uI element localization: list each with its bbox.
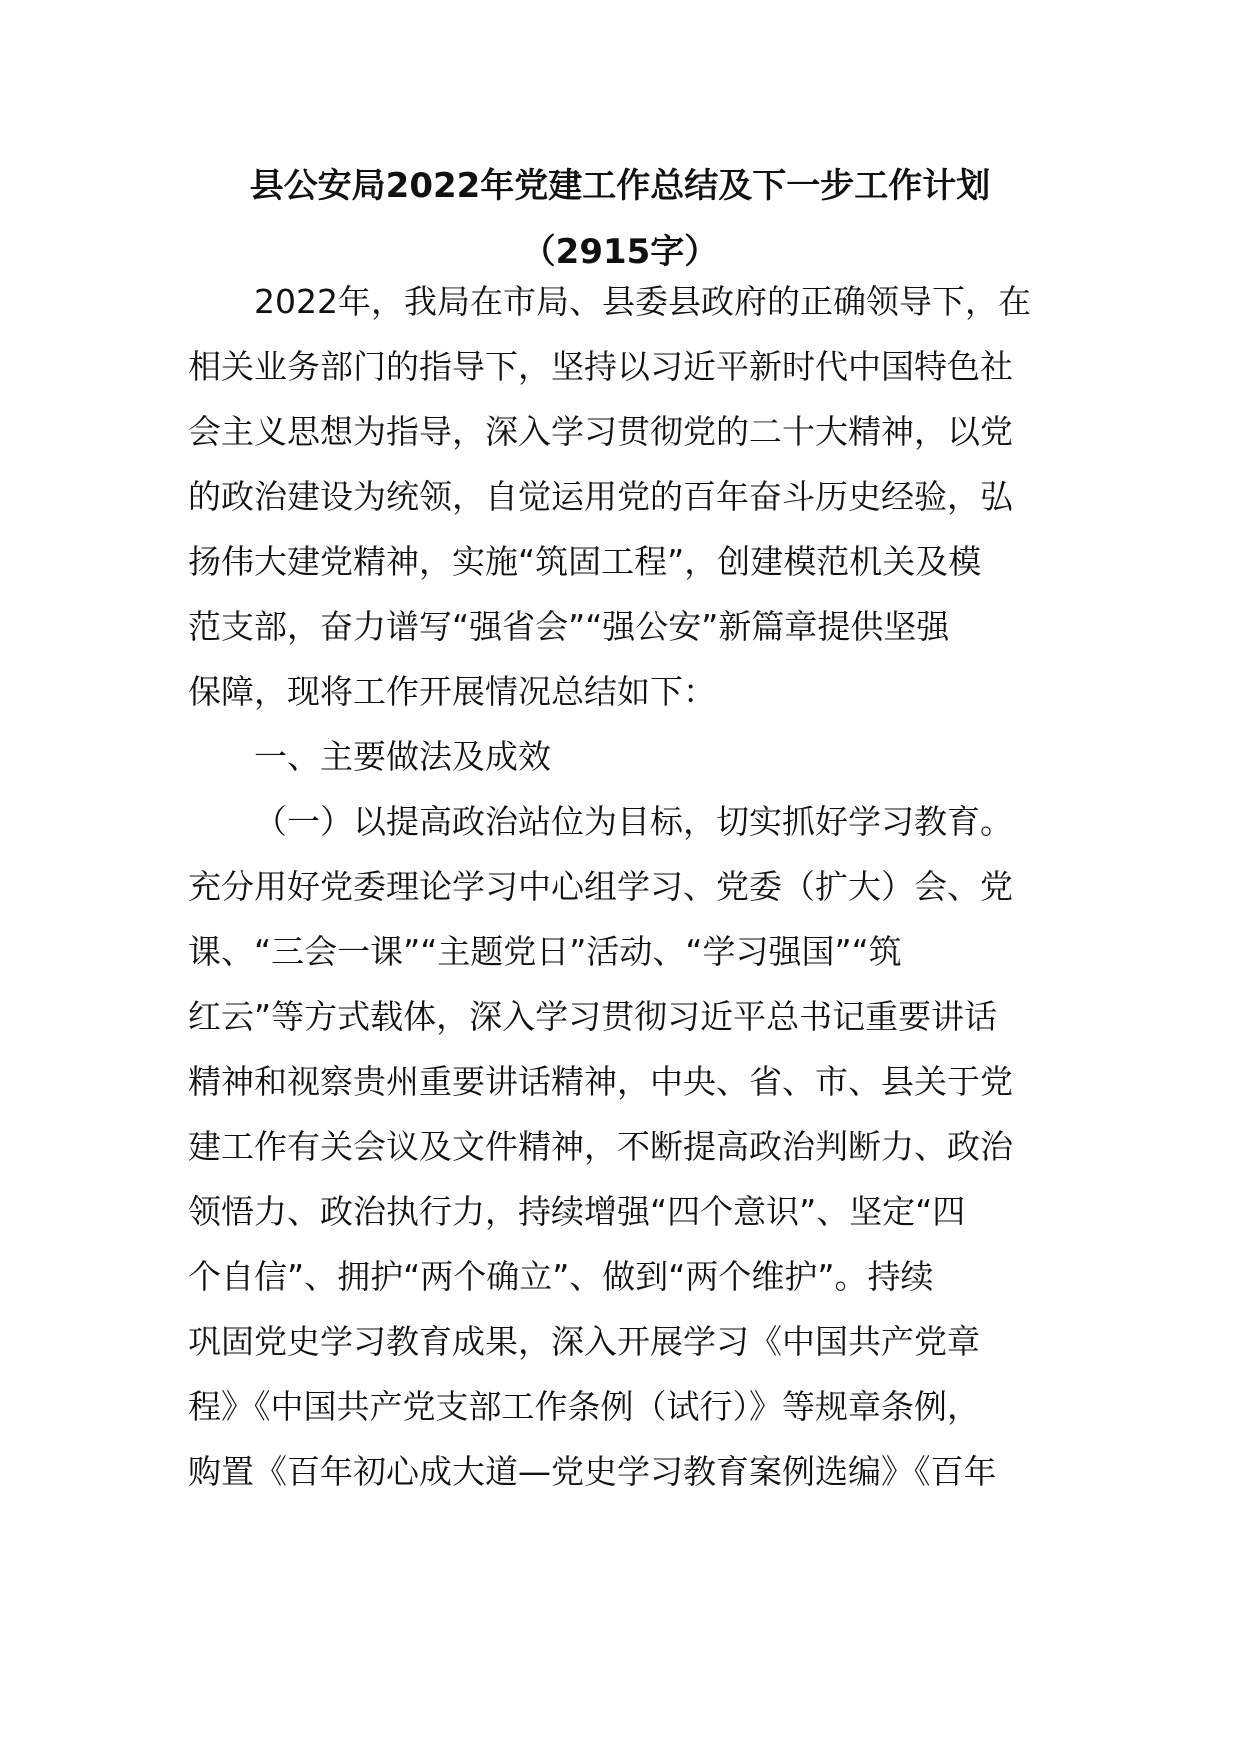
- body-line: 建工作有关会议及文件精神，不断提高政治判断力、政治: [188, 1127, 1013, 1166]
- body-line: 保障，现将工作开展情况总结如下：: [188, 672, 716, 711]
- body-line: 相关业务部门的指导下，坚持以习近平新时代中国特色社: [188, 347, 1013, 386]
- body-line: 巩固党史学习教育成果，深入开展学习《中国共产党章: [188, 1322, 980, 1361]
- body-line: 个自信”、拥护“两个确立”、做到“两个维护”。持续: [188, 1257, 934, 1296]
- body-line: 程》《中国共产党支部工作条例（试行）》等规章条例，: [188, 1387, 980, 1426]
- body-line: 领悟力、政治执行力，持续增强“四个意识”、坚定“四: [188, 1192, 966, 1231]
- body-line: 精神和视察贵州重要讲话精神，中央、省、市、县关于党: [188, 1062, 1013, 1101]
- document-subtitle: （2915字）: [521, 232, 719, 272]
- body-line: 会主义思想为指导，深入学习贯彻党的二十大精神，以党: [188, 412, 1013, 451]
- body-line: 扬伟大建党精神，实施“筑固工程”，创建模范机关及模: [188, 542, 982, 581]
- body-line: 红云”等方式载体，深入学习贯彻习近平总书记重要讲话: [188, 997, 998, 1036]
- body-line: 课、“三会一课”“主题党日”活动、“学习强国”“筑: [188, 932, 902, 971]
- body-line: 2022年，我局在市局、县委县政府的正确领导下，在: [254, 282, 1031, 321]
- body-line: 的政治建设为统领，自觉运用党的百年奋斗历史经验，弘: [188, 477, 1013, 516]
- document-title: 县公安局2022年党建工作总结及下一步工作计划: [249, 166, 991, 206]
- subsection-heading: （一）以提高政治站位为目标，切实抓好学习教育。: [254, 802, 1013, 841]
- section-heading: 一、主要做法及成效: [254, 737, 551, 776]
- body-line: 充分用好党委理论学习中心组学习、党委（扩大）会、党: [188, 867, 1013, 906]
- body-line: 购置《百年初心成大道—党史学习教育案例选编》《百年: [188, 1452, 997, 1491]
- body-line: 范支部，奋力谱写“强省会”“强公安”新篇章提供坚强: [188, 607, 950, 646]
